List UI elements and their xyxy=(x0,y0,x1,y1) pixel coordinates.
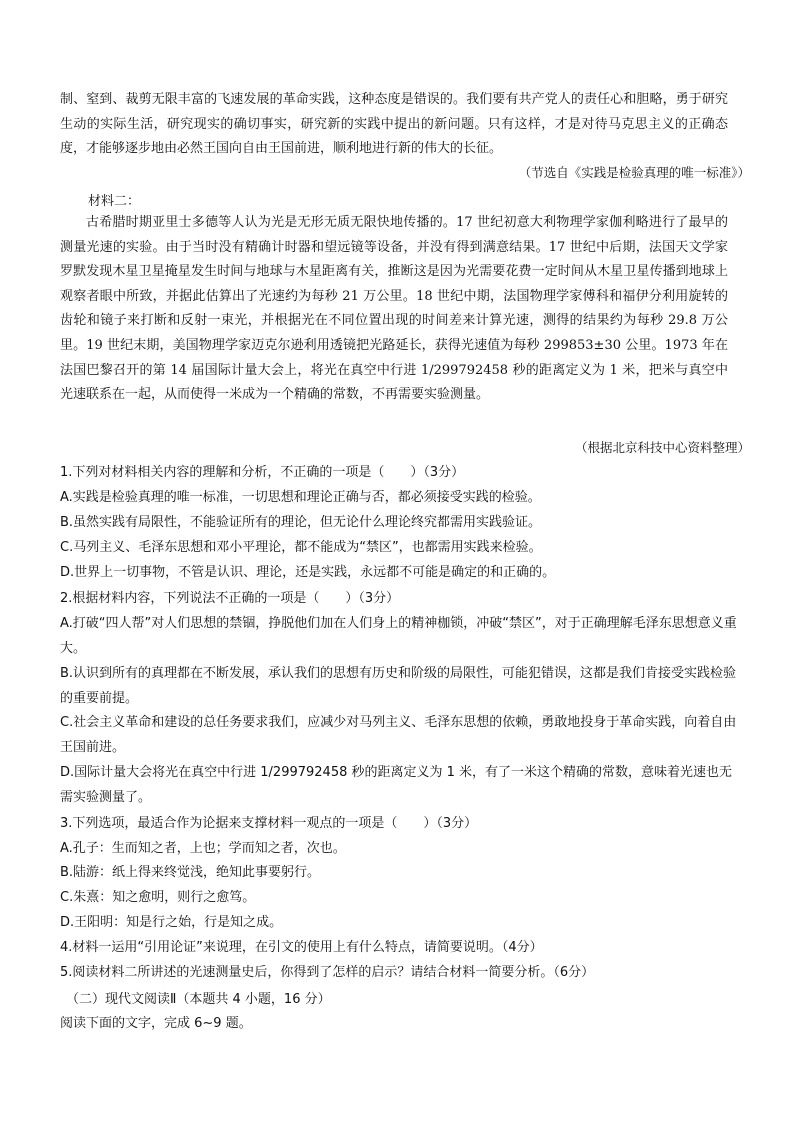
question-3-option-a: A.孔子：生而知之者，上也；学而知之者，次也。 xyxy=(60,841,346,856)
question-1-option-a: A.实践是检验真理的唯一标准，一切思想和理论正确与否，都必须接受实践的检验。 xyxy=(60,490,541,505)
material2-label: 材料二： xyxy=(88,194,141,209)
material2-text: 古希腊时期亚里士多德等人认为光是无形无质无限快地传播的。17 世纪初意大利物理学家伽利略进行了最早的测量光速的实验。由于当时没有精确计时器和望远镜等设备，并没有得到满意结果。17 世纪中后期，法国天文学家罗默发现木星卫星掩星发生时间与地球与木星距离有关，推断这是因为光需要花费一定时间从木星卫星传播到地球上观察者眼中所致，并据此估算出了光速约为每秒 21 万公里。18 世纪中期，法国物理学家傅科和福伊分利用旋转的齿轮和镜子来打断和反射一束光，并根据光在不同位置出现的时间差来计算光速，测得的结果约为每秒 29.8 万公里。19 世纪末期，美国物理学家迈克尔逊利用透镜把光路延长，获得光速值为每秒 299853±30 公里。1973 年在法国巴黎召开的第 14 届国际计量大会上，将光在真空中行进 1/299792458 秒的距离定义为 1 米，把米与真空中光速联系在一起，从而使得一米成为一个精确的常数，不再需要实验测量。 xyxy=(60,215,728,403)
question-3-option-b: B.陆游：纸上得来终觉浅，绝知此事要躬行。 xyxy=(60,865,321,880)
question-2-option-d: D.国际计量大会将光在真空中行进 1/299792458 秒的距离定义为 1 米，有了一米这个精确的常数，意味着光速也无需实验测量了。 xyxy=(60,765,733,805)
question-2-option-c: C.社会主义革命和建设的总任务要求我们，应减少对马列主义、毛泽东思想的依赖，勇敢地投身于革命实践，向着自由王国前进。 xyxy=(60,715,737,755)
question-3-option-c: C.朱熹：知之愈明，则行之愈笃。 xyxy=(60,890,256,905)
material2-source: （根据北京科技中心资料整理） xyxy=(574,440,750,455)
material1-continued-text: 制、窒到、裁剪无限丰富的飞速发展的革命实践，这种态度是错误的。我们要有共产党人的责任心和胆略，勇于研究生动的实际生活，研究现实的确切事实，研究新的实践中提出的新问题。只有这样，才是对待马克思主义的正确态度，才能够逐步地由必然王国向自由王国前进，顺利地进行新的伟大的长征。 xyxy=(60,92,728,157)
material1-source: （节选自《实践是检验真理的唯一标准》） xyxy=(518,165,750,180)
section-2-heading: （二）现代文阅读Ⅱ（本题共 4 小题，16 分） xyxy=(66,992,331,1007)
section-2-instruction: 阅读下面的文字，完成 6~9 题。 xyxy=(60,1016,252,1031)
question-2-option-a: A.打破“四人帮”对人们思想的禁锢，挣脱他们加在人们身上的精神枷锁，冲破“禁区”，对于正确理解毛泽东思想意义重大。 xyxy=(60,616,737,656)
question-2: 2.根据材料内容，下列说法不正确的一项是（ ）（3分） xyxy=(60,591,400,606)
question-2-option-b: B.认识到所有的真理都在不断发展，承认我们的思想有历史和阶级的局限性，可能犯错误，这都是我们肯接受实践检验的重要前提。 xyxy=(60,666,737,706)
question-3: 3.下列选项，最适合作为论据来支撑材料一观点的一项是（ ）（3分） xyxy=(60,816,478,831)
question-4: 4.材料一运用“引用论证”来说理，在引文的使用上有什么特点，请简要说明。（4分） xyxy=(60,940,543,955)
question-1-option-d: D.世界上一切事物，不管是认识、理论，还是实践，永远都不可能是确定的和正确的。 xyxy=(60,565,556,580)
question-5: 5.阅读材料二所讲述的光速测量史后，你得到了怎样的启示？请结合材料一简要分析。（6分） xyxy=(60,965,595,980)
question-1: 1.下列对材料相关内容的理解和分析，不正确的一项是（ ）（3分） xyxy=(60,465,465,480)
question-3-option-d: D.王阳明：知是行之始，行是知之成。 xyxy=(60,915,283,930)
question-1-option-c: C.马列主义、毛泽东思想和邓小平理论，都不能成为“禁区”，也都需用实践来检验。 xyxy=(60,540,542,555)
question-1-option-b: B.虽然实践有局限性，不能验证所有的理论，但无论什么理论终究都需用实践验证。 xyxy=(60,515,542,530)
